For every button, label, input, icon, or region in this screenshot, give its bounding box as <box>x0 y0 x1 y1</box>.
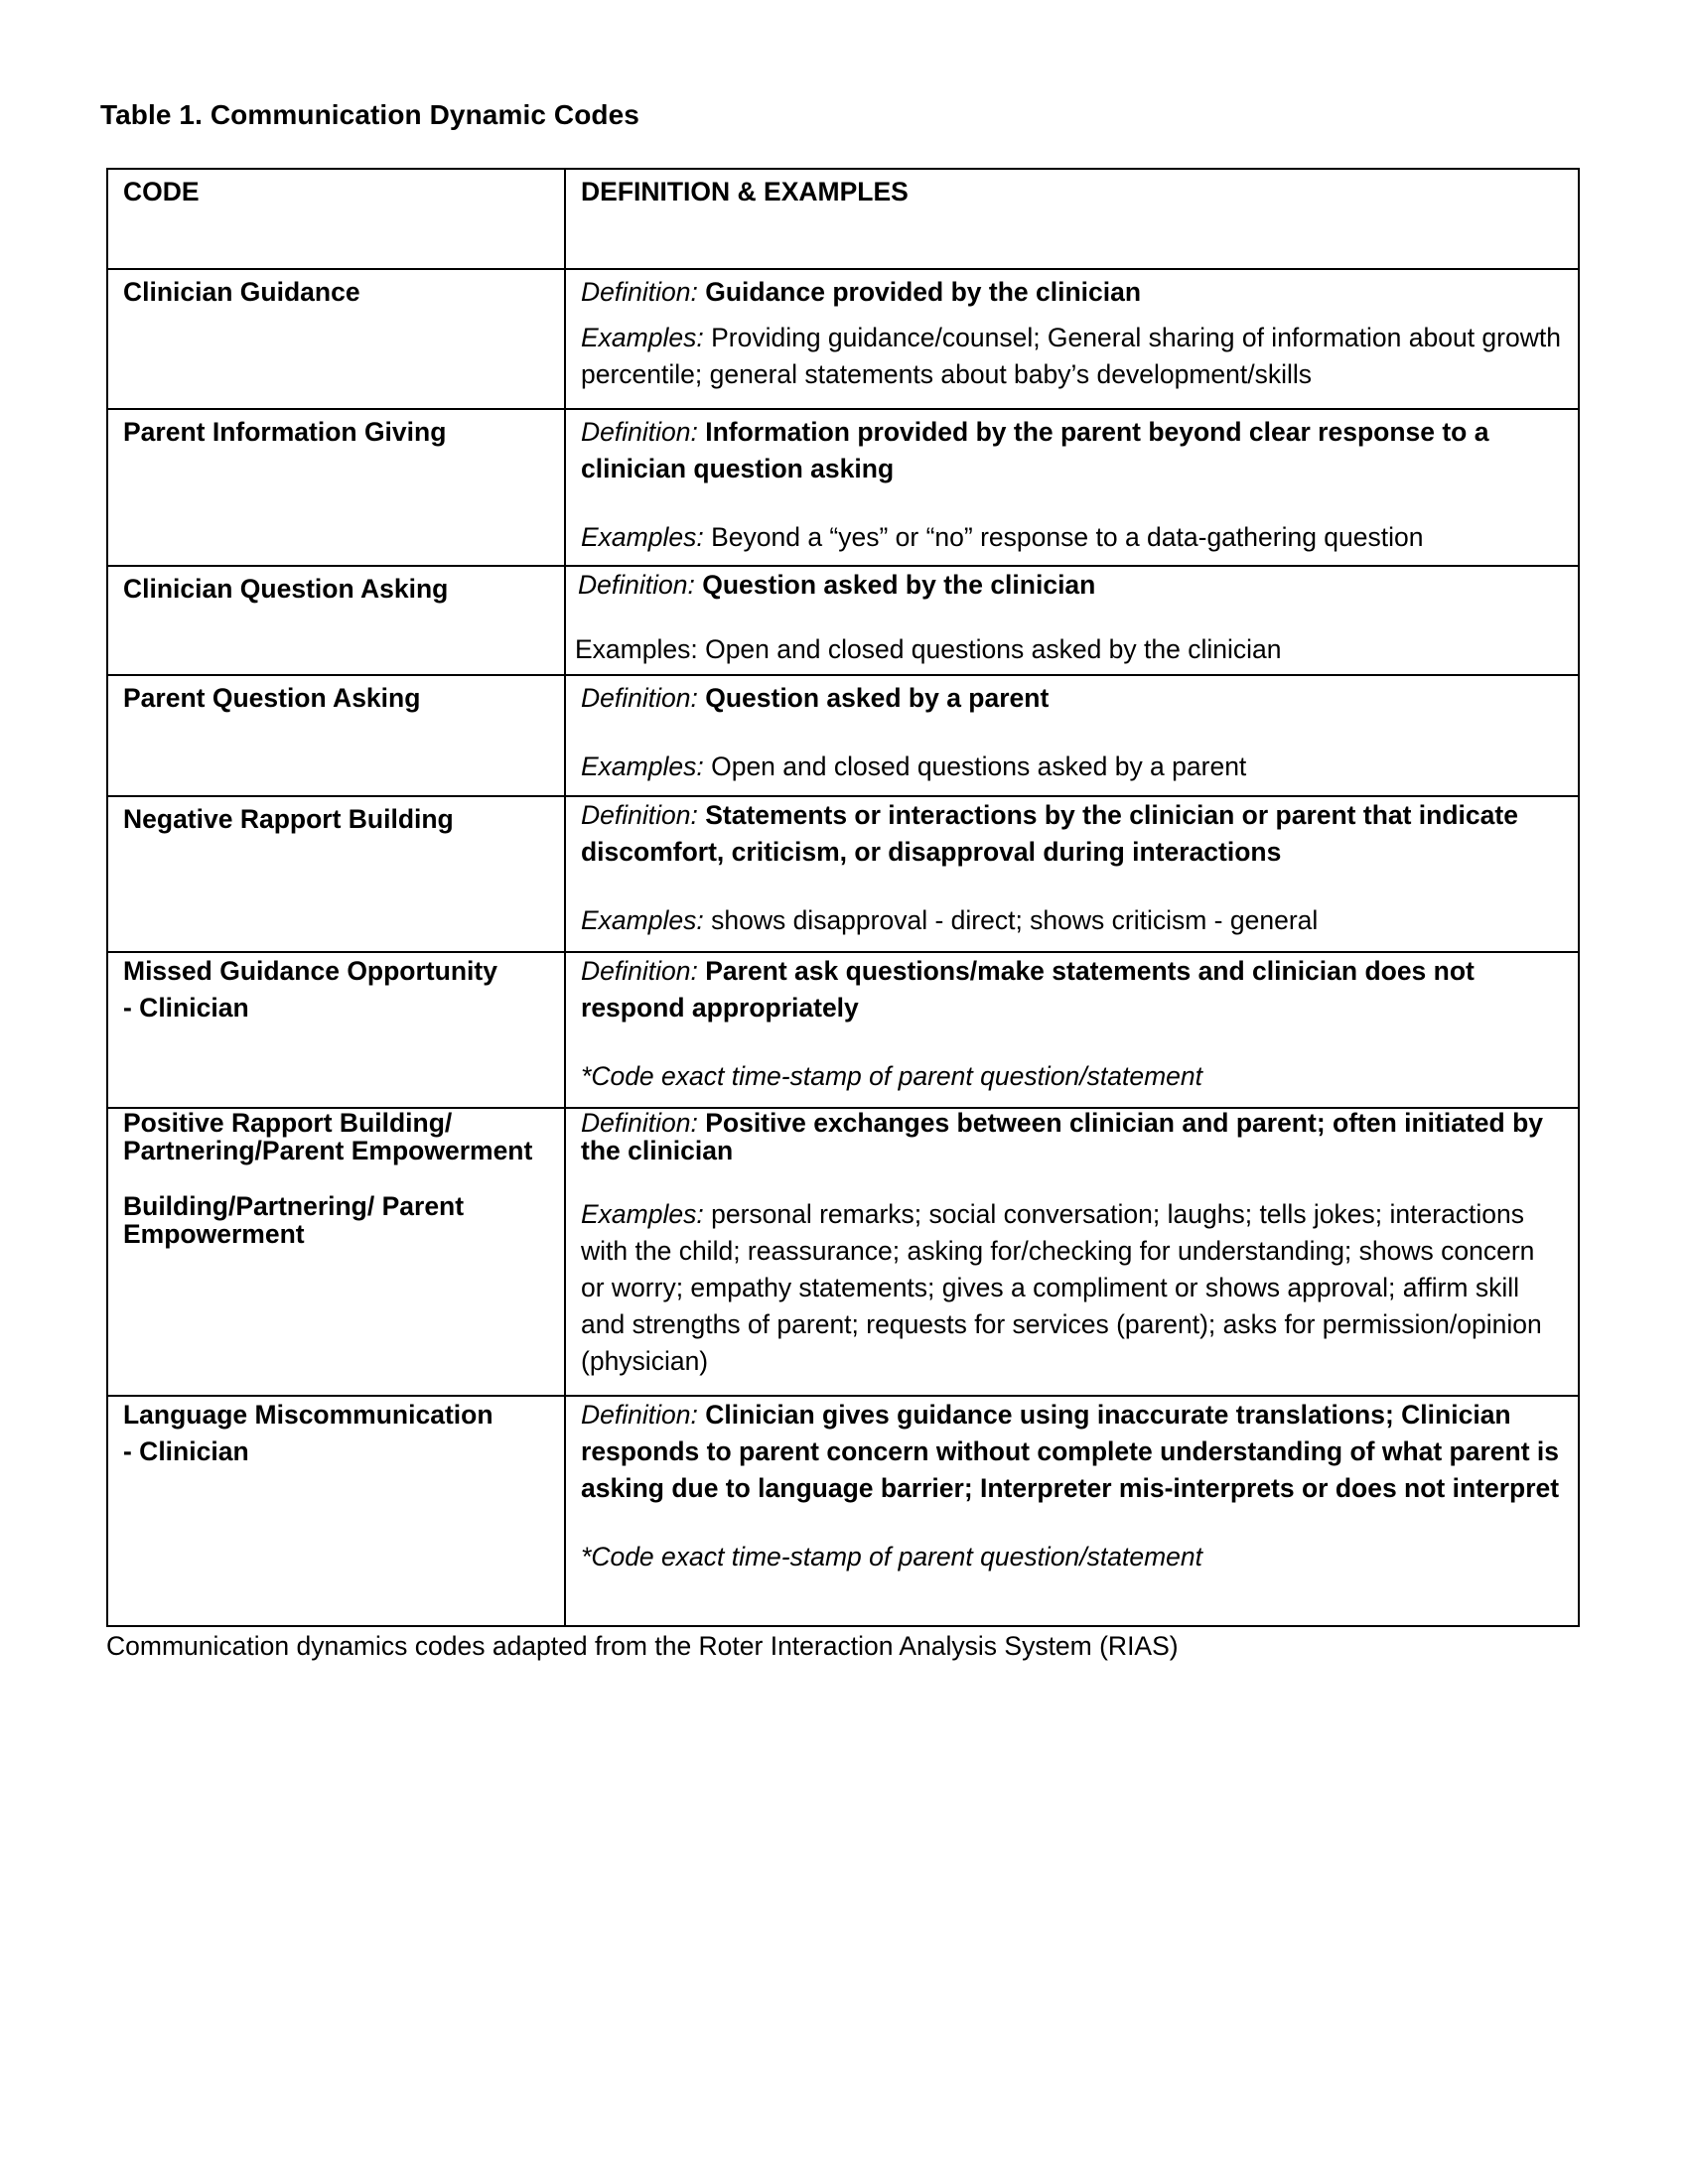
definition-text <box>581 953 1563 1026</box>
definition-value: Statements or interactions by the clinician or parent that indicate discomfort, criticism, or disapproval during interactions <box>581 800 1518 867</box>
timestamp-note: *Code exact time-stamp of parent question/statement <box>581 1542 1203 1571</box>
examples-label: Examples: <box>581 522 704 552</box>
table-row <box>107 1108 1579 1396</box>
table-row <box>107 796 1579 952</box>
examples-value: personal remarks; social conversation; laughs; tells jokes; interactions with the child; reassurance; asking for/checking for understanding; shows concern or worry; empathy statements; gives a compliment or shows approval; affirm skill and strengths of parent; requests for services (parent); asks for permission/opinion (physician) <box>581 1199 1542 1376</box>
definition-cell <box>565 796 1579 952</box>
definition-value: Question asked by a parent <box>705 683 1050 713</box>
definition-label: Definition: <box>581 683 698 713</box>
definition-value: Information provided by the parent beyond clear response to a clinician question asking <box>581 417 1489 483</box>
definition-label: Definition: <box>578 570 695 600</box>
table-row <box>107 1396 1579 1626</box>
definition-text <box>581 680 1563 717</box>
definition-value: Parent ask questions/make statements and clinician does not respond appropriately <box>581 956 1475 1023</box>
definition-label: Definition: <box>581 277 698 307</box>
definition-text <box>581 1397 1563 1507</box>
table-caption: Communication dynamics codes adapted from the Roter Interaction Analysis System (RIAS) <box>106 1631 1179 1661</box>
definition-text <box>581 797 1563 871</box>
examples-value: Providing guidance/counsel; General sharing of information about growth percentile; general statements about baby’s development/skills <box>581 323 1561 389</box>
definition-cell <box>565 566 1579 675</box>
definition-cell <box>565 1108 1579 1396</box>
definition-label: Definition: <box>581 956 698 986</box>
definition-label: Definition: <box>581 417 698 447</box>
code-cell <box>107 796 565 952</box>
table-title: Table 1. Communication Dynamic Codes <box>100 99 639 130</box>
definition-cell <box>565 409 1579 566</box>
code-name: Parent Information Giving <box>123 417 447 447</box>
table-row <box>107 409 1579 566</box>
definition-text <box>581 1109 1563 1164</box>
code-name: Positive Rapport Building/ <box>123 1108 453 1138</box>
examples-label: Examples: <box>581 1199 704 1229</box>
table-row <box>107 675 1579 796</box>
table-row <box>107 566 1579 675</box>
code-cell <box>107 952 565 1108</box>
definition-text <box>578 567 1563 604</box>
examples-label: Examples: <box>581 323 704 352</box>
definition-cell <box>565 952 1579 1108</box>
examples-text: Examples: Open and closed questions asked by the clinician <box>575 634 1282 664</box>
definition-cell <box>565 269 1579 409</box>
code-name: Missed Guidance Opportunity <box>123 956 497 986</box>
examples-text <box>581 320 1563 393</box>
code-cell <box>107 409 565 566</box>
examples-value: shows disapproval - direct; shows criticism - general <box>711 905 1319 935</box>
code-cell <box>107 269 565 409</box>
code-name: Clinician Question Asking <box>123 574 449 604</box>
communication-codes-table <box>106 168 1580 1627</box>
code-name: Language Miscommunication <box>123 1400 493 1430</box>
examples-value: Open and closed questions asked by a parent <box>711 751 1247 781</box>
definition-cell <box>565 675 1579 796</box>
definition-text <box>581 274 1563 311</box>
definition-text <box>581 414 1563 487</box>
definition-label: Definition: <box>581 800 698 830</box>
code-cell <box>107 566 565 675</box>
examples-text <box>581 749 1563 785</box>
code-cell <box>107 1108 565 1396</box>
table-header-row <box>107 169 1579 269</box>
examples-text <box>581 902 1563 939</box>
timestamp-note: *Code exact time-stamp of parent question/statement <box>581 1061 1203 1091</box>
examples-text <box>581 1196 1563 1380</box>
examples-value: Beyond a “yes” or “no” response to a data-gathering question <box>711 522 1424 552</box>
code-name: Parent Question Asking <box>123 683 421 713</box>
header-definition: DEFINITION & EXAMPLES <box>565 169 1579 269</box>
code-cell <box>107 1396 565 1626</box>
code-name-suffix: - Clinician <box>123 993 249 1023</box>
examples-label: Examples: <box>581 905 704 935</box>
code-subname-line-2: Empowerment <box>123 1219 305 1249</box>
definition-label: Definition: <box>581 1400 698 1430</box>
definition-value: Guidance provided by the clinician <box>705 277 1142 307</box>
table-row <box>107 952 1579 1108</box>
code-name-line-2: Partnering/Parent Empowerment <box>123 1136 533 1165</box>
definition-label: Definition: <box>581 1108 698 1138</box>
definition-value: Question asked by the clinician <box>702 570 1096 600</box>
definition-cell <box>565 1396 1579 1626</box>
code-name: Negative Rapport Building <box>123 804 454 834</box>
code-cell <box>107 675 565 796</box>
header-code: CODE <box>107 169 565 269</box>
examples-label: Examples: <box>581 751 704 781</box>
examples-text <box>581 519 1563 556</box>
code-name-suffix: - Clinician <box>123 1436 249 1466</box>
definition-value: Positive exchanges between clinician and parent; often initiated by the clinician <box>581 1108 1544 1165</box>
definition-value: Clinician gives guidance using inaccurate translations; Clinician responds to parent concern without complete understanding of what parent is asking due to language barrier; Interpreter mis-interprets or does not interpret <box>581 1400 1560 1503</box>
code-name: Clinician Guidance <box>123 277 360 307</box>
table-row <box>107 269 1579 409</box>
code-subname: Building/Partnering/ Parent <box>123 1191 465 1221</box>
